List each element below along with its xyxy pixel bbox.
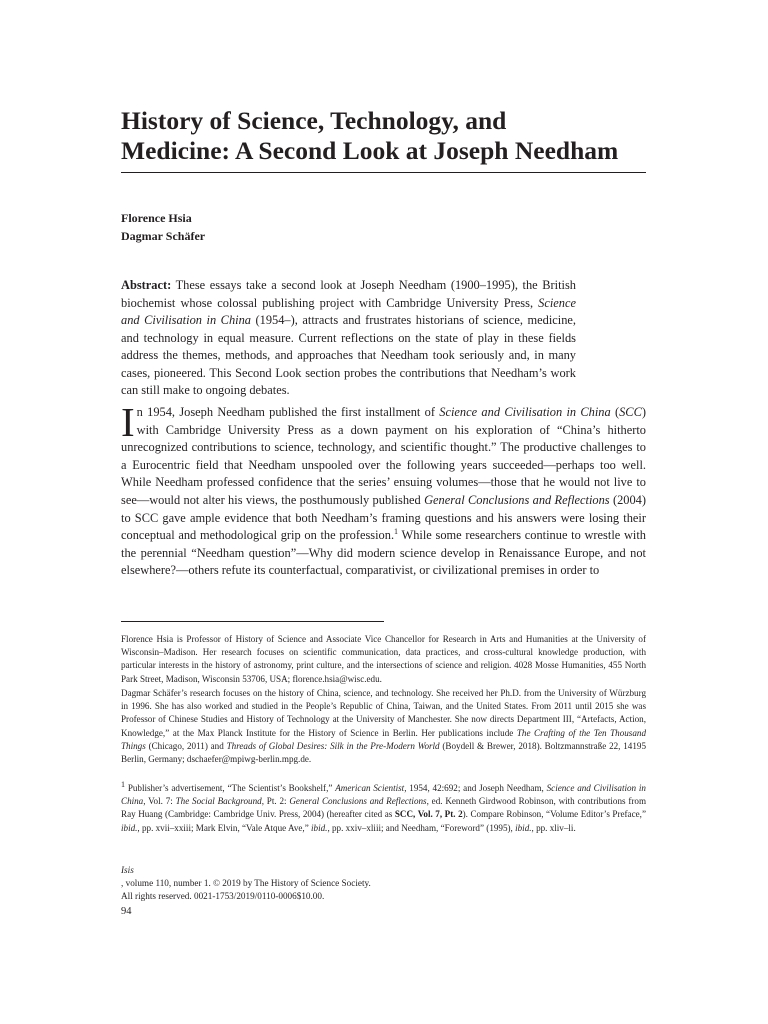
title-line-1: History of Science, Technology, and [121, 106, 507, 135]
bio-text: (Chicago, 2011) and [145, 740, 227, 751]
body-text-segment: n 1954, Joseph Needham published the first installment of [136, 405, 440, 419]
body-italic-title: General Conclusions and Reflections [424, 492, 610, 507]
footnote-text: , Vol. 7: [143, 796, 176, 807]
abstract-italic-title: Science and Civilisation in China [121, 295, 576, 327]
author-list [121, 210, 205, 245]
abstract-text-continued: (1954–), attracts and frustrates historians of science, medicine, and technology in equal measure. Current reflections on the state of play in these fields address the themes, methods, and approaches that Needham took seriously and, in many cases, pioneered. This Second Look section probes the contributions that Needham’s work can still make to ongoing debates. [121, 313, 576, 397]
body-italic-abbrev: SCC [619, 405, 642, 419]
author-name: Florence Hsia [121, 211, 192, 225]
footnote-text: , 1954, 42:692; and Joseph Needham, [404, 783, 547, 793]
footnote-italic: Science and Civilisation in China [121, 783, 646, 807]
drop-cap: I [121, 399, 135, 445]
footnote-divider [121, 621, 384, 622]
abstract-text: These essays take a second look at Joseph Needham (1900–1995), the British biochemist whose colossal publishing project with Cambridge University Press, [121, 278, 576, 310]
body-text-segment: While some researchers continue to wrestle with the perennial “Needham question”—Why did modern science develop in Renaissance Europe, and not elsewhere?—others refute its counterfactual, comparativist, or civilizational premises in order to [121, 528, 646, 578]
footnote-text: Publisher’s advertisement, “The Scientist’s Bookshelf,” [125, 783, 336, 793]
body-text-segment: ( [610, 405, 620, 419]
bio-italic-title: Threads of Global Desires: Silk in the Pre-Modern World [226, 740, 440, 751]
footnote-text: ). Compare Robinson, “Volume Editor’s Preface,” [462, 809, 646, 820]
article-title [121, 106, 651, 166]
title-line-2: Medicine: A Second Look at Joseph Needham [121, 136, 619, 165]
title-divider [121, 172, 646, 173]
page-number: 94 [121, 906, 132, 917]
footnote-italic: American Scientist [335, 783, 405, 793]
author-bio-hsia: Florence Hsia is Professor of History of Science and Associate Vice Chancellor for Research in Arts and Humanities at the University of Wisconsin–Madison. Her research focuses on scientific communication, data practices, and cross-cultural knowledge production, with particular interests in the history of astronomy, print culture, and the intersections of science and religion. 4028 Mosse Humanities, 455 North Park Street, Madison, Wisconsin 53706, USA; florence.hsia@wisc.edu. [121, 634, 646, 684]
footnote-number: 1 [121, 779, 125, 789]
bio-text: (Boydell & Brewer, 2018). Boltzmannstraße 22, 14195 Berlin, Germany; dschaefer@mpiwg-berlin.mpg.de. [121, 740, 646, 765]
body-text-segment: ) with Cambridge University Press as a down payment on his exploration of “China’s hitherto unrecognized contributions to science, technology, and scientific thought.” The productive challenges to a Eurocentric field that Needham unspooled over the following years succeeded—perhaps too well. While Needham professed confidence that the series’ ensuing volumes—those that he would not live to see—would not alter his views, the posthumously published [121, 405, 646, 507]
footnote-1 [121, 779, 647, 835]
footnote-text: , Pt. 2: [261, 796, 290, 807]
footnote-bold: SCC, Vol. 7, Pt. 2 [394, 809, 463, 820]
author-name: Dagmar Schäfer [121, 228, 206, 243]
journal-info [121, 864, 521, 919]
footnote-italic: ibid. [311, 822, 328, 833]
footnote-italic: General Conclusions and Reflections [289, 796, 427, 807]
footnote-text: , pp. xxiv–xliii; and Needham, “Foreword” (1995), [327, 822, 516, 833]
journal-rights-line: All rights reserved. 0021-1753/2019/0110-0006$10.00. [121, 891, 325, 901]
author-bio-schaefer [121, 687, 646, 766]
footnote-italic: The Social Background [175, 796, 262, 807]
footnote-text: , pp. xliv–li. [531, 822, 576, 833]
footnote-italic: ibid. [121, 822, 138, 833]
footnote-text: , ed. Kenneth Girdwood Robinson, with contributions from Ray Huang (Cambridge: Cambridge Univ. Press, 2004) (hereafter cited as [121, 796, 647, 820]
journal-citation-line [121, 864, 521, 890]
journal-volume-info: , volume 110, number 1. © 2019 by The History of Science Society. [121, 878, 371, 888]
bio-italic-title: The Crafting of the Ten Thousand Things [121, 727, 646, 751]
abstract-label: Abstract: [121, 278, 172, 292]
body-text-segment: (2004) to SCC gave ample evidence that both Needham’s framing questions and his answers were losing their conceptual and methodological grip on the profession. [121, 492, 646, 543]
journal-name: Isis [121, 865, 134, 875]
abstract [121, 277, 576, 400]
body-italic-title: Science and Civilisation in China [439, 405, 611, 419]
footnote-italic: ibid. [515, 822, 532, 833]
footnote-text: , pp. xvii–xxiii; Mark Elvin, “Vale Atque Ave,” [137, 822, 312, 833]
footnote-reference[interactable]: 1 [394, 527, 399, 537]
bio-text: Dagmar Schäfer’s research focuses on the history of China, science, and technology. She received her Ph.D. from the University of Würzburg in 1996. She has also worked and studied in the People’s Republic of China, Taiwan, and the United States. From 2011 until 2015 she was Professor of Chinese Studies and History of Technology at the University of Manchester. She now directs Department III, “Artefacts, Action, Knowledge,” at the Max Planck Institute for the History of Science in Berlin. Her publications include [121, 688, 646, 738]
body-paragraph [121, 399, 646, 580]
